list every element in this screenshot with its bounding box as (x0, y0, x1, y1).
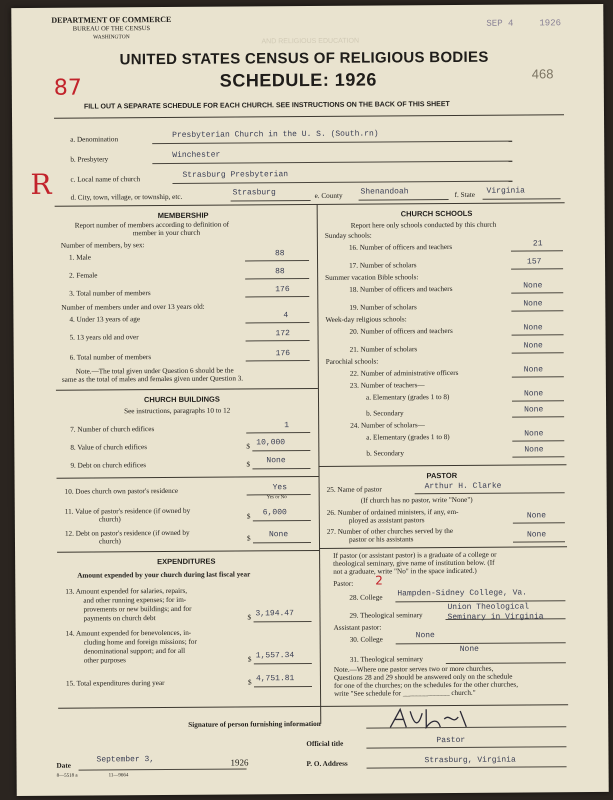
teachers-elementary-line (512, 400, 564, 401)
graduate-note-1: If pastor (or assistant pastor) is a graduate of a college or (333, 550, 497, 560)
scholars-elementary-label: a. Elementary (grades 1 to 8) (366, 433, 450, 442)
local-name-value: Strasburg Presbyterian (182, 170, 289, 180)
benevolences-value: 1,557.34 (255, 651, 295, 661)
department-name: DEPARTMENT OF COMMERCE (51, 14, 172, 25)
summer-teachers-label: 18. Number of officers and teachers (349, 285, 453, 294)
summer-scholars-label: 19. Number of scholars (349, 303, 417, 312)
city-label: d. City, town, village, or township, etc. (70, 192, 183, 202)
state-value: Virginia (486, 186, 525, 196)
membership-subtitle-2: member in your church (132, 228, 201, 238)
print-code-2: 11—9664 (108, 773, 129, 779)
under-13-value: 4 (283, 311, 289, 321)
residence-debt-line (253, 542, 311, 543)
buildings-subtitle: See instructions, paragraphs 10 to 12 (124, 406, 231, 416)
header-rule (54, 114, 564, 119)
instruction-line: FILL OUT A SEPARATE SCHEDULE FOR EACH CHURCH. SEE INSTRUCTIONS ON THE BACK OF THIS SHEET (83, 101, 450, 111)
assistant-pastor-subheading: Assistant pastor: (333, 623, 382, 632)
assistant-college-label: 30. College (349, 635, 383, 644)
county-label: e. County (314, 191, 343, 200)
owns-residence-value: Yes (272, 483, 288, 493)
teachers-secondary-line (512, 416, 564, 417)
parochial-admin-line (512, 376, 564, 377)
owns-residence-label: 10. Does church own pastor's residence (64, 486, 179, 496)
summer-scholars-value: None (523, 299, 543, 309)
membership-subtitle-1: Report number of members according to definition of (74, 220, 230, 230)
membership-heading: MEMBERSHIP (157, 210, 209, 221)
presbytery-label: b. Presbytery (70, 155, 109, 164)
pastor-name-note: (If church has no pastor, write "None") (360, 495, 473, 505)
residence-value-line (253, 520, 311, 521)
local-name-label: c. Local name of church (70, 175, 141, 184)
presbytery-value: Winchester (172, 150, 221, 160)
scholars-secondary-line (512, 456, 564, 457)
sunday-teachers-label: 16. Number of officers and teachers (348, 243, 453, 252)
membership-bottom-rule (56, 388, 318, 391)
other-churches-line (513, 541, 565, 542)
summer-scholars-line (511, 310, 563, 311)
over-13-label: 5. 13 years old and over (69, 333, 139, 342)
parochial-scholars-label: 24. Number of scholars— (350, 421, 425, 430)
buildings-heading: CHURCH BUILDINGS (143, 394, 220, 405)
buildings-mid-rule (57, 476, 319, 479)
pastor-note-3: for one of the churches; on the schedules for the other churches, (333, 680, 519, 690)
residence-debt-dollar: $ (246, 534, 251, 543)
signature-top-rule (58, 704, 568, 709)
total-members-age-value: 176 (275, 349, 291, 359)
teachers-secondary-value: None (524, 405, 544, 415)
male-label: 1. Male (68, 253, 91, 262)
pastor-name-line (415, 492, 565, 494)
print-code-1: 8—5518 a (56, 773, 78, 779)
assistant-college-line (396, 642, 566, 644)
pastor-seminary-value-2: Seminary in Virginia (447, 612, 544, 623)
bleed-through-text: AND RELIGIOUS EDUCATION (261, 37, 360, 46)
members-by-sex-label: Number of members, by sex: (60, 241, 145, 250)
summer-schools-label: Summer vacation Bible schools: (325, 273, 419, 282)
ordained-ministers-label-2: ployed as assistant pastors (348, 516, 425, 525)
assistant-seminary-value: None (459, 644, 479, 654)
benevolences-dollar: $ (247, 655, 252, 664)
residence-value-dollar: $ (246, 512, 251, 521)
schedule-year: SCHEDULE: 1926 (219, 69, 377, 91)
residence-value-value: 6,000 (262, 508, 287, 518)
pastor-name-value: Arthur H. Clarke (424, 481, 502, 492)
center-column-divider (317, 204, 322, 724)
scholars-elementary-line (512, 440, 564, 441)
teachers-secondary-label: b. Secondary (366, 409, 404, 418)
edifices-debt-label: 9. Debt on church edifices (70, 461, 147, 470)
weekday-teachers-line (512, 334, 564, 335)
ordained-ministers-label-1: 26. Number of ordained ministers, if any, em- (326, 507, 459, 517)
edifices-debt-dollar: $ (246, 460, 251, 469)
weekday-scholars-line (512, 352, 564, 353)
pastor-note-4: write "See schedule for _____________ church." (334, 688, 476, 698)
local-name-line (172, 181, 512, 184)
presbytery-line (152, 161, 512, 165)
male-line (245, 260, 309, 261)
benevolences-label-4: other purposes (83, 656, 126, 665)
denomination-label: a. Denomination (70, 135, 119, 144)
parochial-schools-label: Parochial schools: (325, 357, 379, 366)
edifices-value-dollar: $ (246, 442, 250, 451)
benevolences-label-2: cluding home and foreign missions; for (83, 637, 197, 647)
total-members-age-line (246, 360, 310, 361)
running-expenses-value: 3,194.47 (255, 609, 294, 619)
edifices-value-label: 8. Value of church edifices (70, 443, 148, 452)
sunday-scholars-label: 17. Number of scholars (349, 261, 417, 270)
received-stamp-year: 1926 (539, 18, 562, 29)
bureau-name: BUREAU OF THE CENSUS (72, 25, 151, 33)
signature-label: Signature of person furnishing information (188, 719, 321, 729)
red-r-mark: R (30, 167, 52, 201)
residence-value-label: 11. Value of pastor's residence (if owned by (64, 506, 191, 516)
teachers-elementary-label: a. Elementary (grades 1 to 8) (365, 393, 450, 402)
running-expenses-label-2: and other running expenses; for im- (83, 595, 187, 605)
state-line (483, 198, 561, 200)
expenditures-heading: EXPENDITURES (157, 556, 216, 567)
state-label: f. State (454, 190, 475, 199)
scholars-secondary-label: b. Secondary (366, 449, 404, 458)
schools-subtitle: Report here only schools conducted by this church (350, 220, 497, 230)
ordained-ministers-value: None (526, 511, 547, 521)
po-address-line (367, 766, 567, 768)
total-members-age-label: 6. Total number of members (69, 353, 152, 362)
weekday-scholars-label: 21. Number of scholars (349, 345, 418, 354)
female-value: 88 (275, 267, 285, 277)
sunday-scholars-line (511, 268, 563, 269)
benevolences-line (254, 663, 312, 664)
female-label: 2. Female (69, 271, 98, 280)
pastor-subheading: Pastor: (333, 579, 354, 588)
sunday-teachers-value: 21 (532, 239, 543, 249)
benevolences-label-3: denominational support; and for all (83, 646, 186, 656)
running-expenses-label-4: payments on church debt (83, 614, 156, 623)
county-value: Shenandoah (360, 187, 409, 197)
total-expenditures-line (254, 686, 312, 687)
assistant-seminary-label: 31. Theological seminary (349, 655, 423, 664)
over-13-value: 172 (275, 329, 290, 339)
residence-value-label-2: church) (98, 515, 121, 524)
running-expenses-line (254, 621, 312, 622)
pastor-seminary-value-1: Union Theological (447, 602, 530, 613)
schools-bottom-rule (318, 464, 566, 467)
pastor-heading: PASTOR (426, 470, 458, 481)
sunday-teachers-line (511, 250, 563, 251)
census-form-sheet (11, 4, 608, 796)
date-value: September 3, (96, 755, 155, 765)
edifices-debt-line (252, 468, 310, 469)
weekday-schools-label: Week-day religious schools: (325, 315, 407, 324)
other-churches-value: None (526, 530, 547, 540)
official-title-line (366, 746, 566, 748)
date-label: Date (56, 761, 71, 770)
date-line (79, 768, 247, 770)
weekday-teachers-value: None (523, 323, 543, 333)
running-expenses-label-3: provements or new buildings; and for (83, 604, 192, 614)
assistant-seminary-line (446, 662, 566, 664)
teachers-elementary-value: None (523, 389, 544, 399)
total-members-value: 176 (275, 285, 290, 295)
under-over-label: Number of members under and over 13 years old: (61, 302, 205, 312)
sunday-schools-label: Sunday schools: (324, 231, 372, 240)
denomination-line (152, 141, 512, 145)
sunday-scholars-value: 157 (527, 257, 542, 267)
male-value: 88 (274, 249, 285, 259)
residence-debt-label-2: church) (98, 537, 121, 546)
benevolences-label-1: 14. Amount expended for benevolences, in- (65, 628, 192, 638)
graduate-note-3: not a graduate, write "No" in the space indicated.) (333, 566, 477, 576)
total-expenditures-dollar: $ (247, 678, 252, 687)
buildings-bottom-rule (57, 550, 319, 553)
under-13-line (245, 322, 309, 323)
weekday-scholars-value: None (523, 341, 543, 351)
handwritten-number: 87 (53, 75, 82, 101)
yes-no-hint: Yes or No (266, 495, 287, 501)
denomination-value: Presbyterian Church in the U. S. (South.rn) (172, 129, 379, 140)
pastor-college-label: 28. College (349, 593, 383, 602)
city-value: Strasburg (232, 188, 276, 198)
residence-debt-value: None (268, 530, 289, 540)
edifices-count-value: 1 (284, 421, 290, 431)
summer-teachers-line (511, 292, 563, 293)
parochial-admin-value: None (523, 365, 544, 375)
membership-note-2: same as the total of males and females given under Question 3. (61, 374, 244, 384)
female-line (245, 278, 309, 279)
pastor-college-value: Hampden-Sidney College, Va. (397, 588, 528, 599)
edifices-value-value: 10,000 (256, 438, 286, 448)
summer-teachers-value: None (523, 281, 543, 291)
pastor-seminary-label: 29. Theological seminary (349, 611, 423, 620)
po-address-label: P. O. Address (306, 759, 348, 769)
pastor-note-2: Questions 28 and 29 should be answered only on the schedule (333, 672, 513, 682)
over-13-line (246, 340, 310, 341)
ordained-ministers-line (513, 522, 565, 523)
under-13-label: 4. Under 13 years of age (69, 315, 141, 324)
graduate-note-2: theological seminary, give name of institution below. (If (333, 558, 495, 568)
parochial-teachers-label: 23. Number of teachers— (349, 381, 425, 390)
total-expenditures-value: 4,751.81 (255, 674, 295, 684)
red-mark-2: 2 (375, 573, 383, 588)
edifices-debt-value: None (266, 456, 286, 466)
section-divider-top (55, 202, 565, 207)
running-expenses-dollar: $ (247, 613, 252, 622)
running-expenses-label-1: 13. Amount expended for salaries, repairs, (65, 586, 188, 596)
total-members-line (245, 296, 309, 297)
county-line (359, 199, 449, 201)
pastor-name-label: 25. Name of pastor (326, 485, 382, 494)
pastor-note-1: Note.—Where one pastor serves two or more churches, (333, 664, 494, 674)
official-title-label: Official title (306, 739, 344, 749)
scholars-secondary-value: None (524, 445, 544, 455)
edifices-value-line (252, 450, 310, 451)
edifices-count-line (246, 432, 310, 433)
edifices-count-label: 7. Number of church edifices (70, 425, 155, 434)
official-title-value: Pastor (436, 735, 466, 746)
other-churches-label-1: 27. Number of other churches served by the (326, 527, 454, 536)
residence-debt-label: 12. Debt on pastor's residence (if owned by (64, 528, 190, 538)
form-title: UNITED STATES CENSUS OF RELIGIOUS BODIES (119, 48, 489, 69)
city-line (231, 200, 311, 202)
city-name: WASHINGTON (93, 34, 130, 41)
other-churches-label-2: pastor or his assistants (348, 535, 414, 544)
po-address-value: Strasburg, Virginia (424, 755, 516, 766)
received-stamp-date: SEP 4 (486, 18, 514, 29)
handwritten-signature (386, 705, 476, 732)
expenditures-subtitle: Amount expended by your church during last fiscal year (77, 570, 251, 580)
schools-heading: CHURCH SCHOOLS (400, 208, 473, 219)
total-expenditures-label: 15. Total expenditures during year (65, 679, 165, 688)
scholars-elementary-value: None (524, 429, 544, 439)
weekday-teachers-label: 20. Number of officers and teachers (349, 327, 453, 336)
parochial-admin-label: 22. Number of administrative officers (349, 368, 459, 378)
membership-note-1: Note.—The total given under Question 6 should be the (75, 366, 234, 376)
date-year: 1926 (230, 757, 249, 768)
department-header (41, 15, 181, 43)
total-members-label: 3. Total number of members (69, 289, 151, 298)
assistant-college-value: None (415, 631, 435, 641)
form-number-stamp: 468 (531, 66, 554, 82)
pastor-mid-rule (319, 546, 567, 549)
